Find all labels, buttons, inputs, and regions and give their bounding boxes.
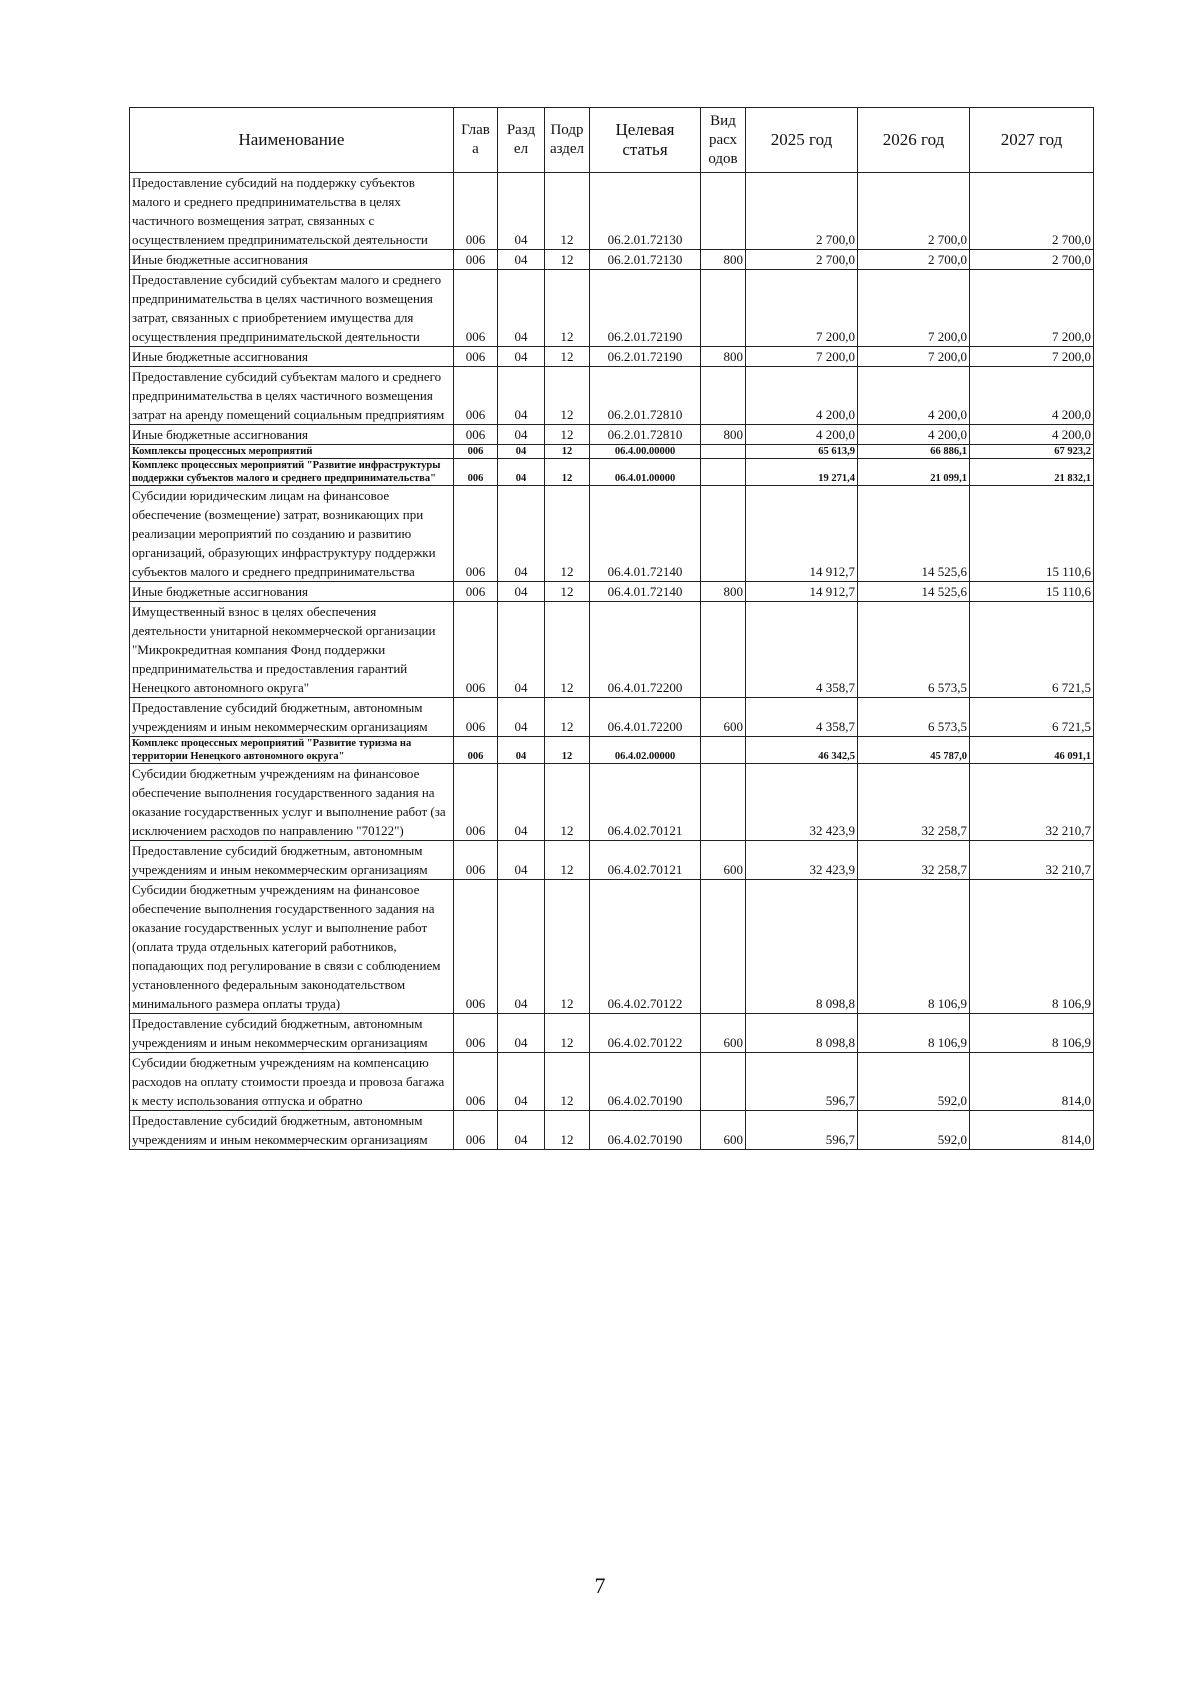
cell-vid [701,445,746,459]
cell-razdel: 04 [498,1111,545,1150]
table-row [130,1014,1094,1053]
cell-2026: 14 525,6 [858,486,970,582]
cell-2027: 814,0 [970,1053,1094,1111]
cell-name: Субсидии бюджетным учреждениям на финансовое обеспечение выполнения государственного задания на оказание государственных услуг и выполнение работ (за исключением расходов по направлению "70122") [130,764,454,841]
cell-2026: 7 200,0 [858,270,970,347]
cell-podrazdel: 12 [545,1014,590,1053]
cell-2027: 15 110,6 [970,486,1094,582]
cell-target: 06.4.02.70122 [590,880,701,1014]
cell-podrazdel: 12 [545,841,590,880]
cell-podrazdel: 12 [545,764,590,841]
cell-glava: 006 [454,270,498,347]
cell-target: 06.2.01.72810 [590,425,701,445]
cell-name: Иные бюджетные ассигнования [130,250,454,270]
cell-razdel: 04 [498,347,545,367]
cell-name: Иные бюджетные ассигнования [130,582,454,602]
cell-2027: 32 210,7 [970,841,1094,880]
cell-target: 06.4.02.70190 [590,1053,701,1111]
header-razdel: Разд ел [498,108,545,173]
cell-2027: 8 106,9 [970,1014,1094,1053]
table-row [130,425,1094,445]
cell-2025: 14 912,7 [746,486,858,582]
cell-name: Иные бюджетные ассигнования [130,425,454,445]
table-row [130,841,1094,880]
cell-name: Предоставление субсидий на поддержку субъектов малого и среднего предпринимательства в целях частичного возмещения затрат, связанных с осуществлением предпринимательской деятельности [130,173,454,250]
cell-target: 06.2.01.72130 [590,250,701,270]
cell-vid [701,602,746,698]
cell-name: Комплексы процессных мероприятий [130,445,454,459]
cell-razdel: 04 [498,1053,545,1111]
cell-glava: 006 [454,445,498,459]
cell-2026: 45 787,0 [858,737,970,764]
cell-vid: 800 [701,347,746,367]
cell-2026: 32 258,7 [858,764,970,841]
cell-2025: 32 423,9 [746,841,858,880]
cell-razdel: 04 [498,270,545,347]
cell-target: 06.4.01.72200 [590,602,701,698]
cell-razdel: 04 [498,698,545,737]
cell-name: Предоставление субсидий субъектам малого и среднего предпринимательства в целях частичного возмещения затрат, связанных с приобретением имущества для осуществления предпринимательской деятельности [130,270,454,347]
cell-2026: 2 700,0 [858,173,970,250]
cell-name: Предоставление субсидий бюджетным, автономным учреждениям и иным некоммерческим организациям [130,841,454,880]
cell-2027: 814,0 [970,1111,1094,1150]
cell-podrazdel: 12 [545,173,590,250]
cell-glava: 006 [454,347,498,367]
cell-name: Иные бюджетные ассигнования [130,347,454,367]
cell-2026: 2 700,0 [858,250,970,270]
cell-target: 06.2.01.72190 [590,270,701,347]
cell-vid [701,486,746,582]
cell-glava: 006 [454,1111,498,1150]
cell-2026: 592,0 [858,1111,970,1150]
cell-podrazdel: 12 [545,486,590,582]
cell-vid: 600 [701,1111,746,1150]
cell-glava: 006 [454,459,498,486]
cell-target: 06.2.01.72190 [590,347,701,367]
table-row [130,173,1094,250]
cell-name: Предоставление субсидий бюджетным, автономным учреждениям и иным некоммерческим организациям [130,1014,454,1053]
cell-razdel: 04 [498,602,545,698]
header-2026: 2026 год [858,108,970,173]
cell-target: 06.2.01.72130 [590,173,701,250]
cell-target: 06.4.02.70121 [590,764,701,841]
cell-podrazdel: 12 [545,1053,590,1111]
cell-2025: 19 271,4 [746,459,858,486]
cell-2027: 6 721,5 [970,698,1094,737]
cell-target: 06.4.02.00000 [590,737,701,764]
table-row [130,445,1094,459]
table-row [130,250,1094,270]
cell-2027: 8 106,9 [970,880,1094,1014]
cell-podrazdel: 12 [545,459,590,486]
cell-2025: 2 700,0 [746,250,858,270]
cell-glava: 006 [454,737,498,764]
cell-glava: 006 [454,764,498,841]
cell-2027: 6 721,5 [970,602,1094,698]
cell-razdel: 04 [498,367,545,425]
cell-2026: 8 106,9 [858,880,970,1014]
cell-podrazdel: 12 [545,698,590,737]
cell-target: 06.4.01.00000 [590,459,701,486]
cell-2025: 7 200,0 [746,270,858,347]
cell-glava: 006 [454,173,498,250]
cell-2025: 4 200,0 [746,425,858,445]
cell-podrazdel: 12 [545,582,590,602]
cell-glava: 006 [454,880,498,1014]
cell-vid: 600 [701,841,746,880]
table-row [130,880,1094,1014]
cell-2025: 2 700,0 [746,173,858,250]
cell-2027: 21 832,1 [970,459,1094,486]
cell-2026: 21 099,1 [858,459,970,486]
header-glava: Глав а [454,108,498,173]
cell-2025: 14 912,7 [746,582,858,602]
cell-2026: 32 258,7 [858,841,970,880]
budget-table [129,107,1094,1150]
cell-name: Предоставление субсидий бюджетным, автономным учреждениям и иным некоммерческим организациям [130,1111,454,1150]
table-header [130,108,1094,173]
cell-razdel: 04 [498,459,545,486]
cell-razdel: 04 [498,173,545,250]
table-row [130,1111,1094,1150]
cell-vid: 800 [701,250,746,270]
cell-name: Субсидии юридическим лицам на финансовое обеспечение (возмещение) затрат, возникающих при реализации мероприятий по созданию и развитию организаций, образующих инфраструктуру поддержки субъектов малого и среднего предпринимательства [130,486,454,582]
cell-2025: 7 200,0 [746,347,858,367]
header-2027: 2027 год [970,108,1094,173]
cell-2025: 46 342,5 [746,737,858,764]
cell-glava: 006 [454,250,498,270]
cell-podrazdel: 12 [545,270,590,347]
cell-glava: 006 [454,582,498,602]
cell-vid [701,880,746,1014]
table-row [130,367,1094,425]
header-target: Целевая статья [590,108,701,173]
cell-name: Комплекс процессных мероприятий "Развитие туризма на территории Ненецкого автономного округа" [130,737,454,764]
page-number: 7 [594,1573,606,1598]
cell-name: Комплекс процессных мероприятий "Развитие инфраструктуры поддержки субъектов малого и среднего предпринимательства" [130,459,454,486]
table-row [130,602,1094,698]
cell-name: Субсидии бюджетным учреждениям на финансовое обеспечение выполнения государственного задания на оказание государственных услуг и выполнение работ (оплата труда отдельных категорий работников, попадающих под регулирование в связи с соблюдением установленного федеральным законодательством минимального размера оплаты труда) [130,880,454,1014]
cell-2027: 7 200,0 [970,347,1094,367]
table-row [130,698,1094,737]
header-podrazdel: Подр аздел [545,108,590,173]
cell-target: 06.4.01.72200 [590,698,701,737]
cell-vid [701,270,746,347]
cell-2027: 2 700,0 [970,173,1094,250]
cell-vid: 600 [701,1014,746,1053]
cell-2026: 14 525,6 [858,582,970,602]
cell-glava: 006 [454,486,498,582]
cell-vid: 800 [701,582,746,602]
header-row [130,108,1094,173]
cell-name: Имущественный взнос в целях обеспечения деятельности унитарной некоммерческой организации "Микрокредитная компания Фонд поддержки предпринимательства и предоставления гарантий Ненецкого автономного округа" [130,602,454,698]
cell-2027: 4 200,0 [970,367,1094,425]
cell-name: Предоставление субсидий субъектам малого и среднего предпринимательства в целях частичного возмещения затрат на аренду помещений социальным предприятиям [130,367,454,425]
cell-2025: 8 098,8 [746,1014,858,1053]
cell-2026: 8 106,9 [858,1014,970,1053]
cell-glava: 006 [454,425,498,445]
cell-razdel: 04 [498,582,545,602]
cell-name: Субсидии бюджетным учреждениям на компенсацию расходов на оплату стоимости проезда и провоза багажа к месту использования отпуска и обратно [130,1053,454,1111]
cell-razdel: 04 [498,425,545,445]
cell-vid [701,1053,746,1111]
cell-razdel: 04 [498,737,545,764]
cell-target: 06.4.01.72140 [590,582,701,602]
cell-razdel: 04 [498,1014,545,1053]
cell-razdel: 04 [498,764,545,841]
table-row [130,1053,1094,1111]
cell-2025: 65 613,9 [746,445,858,459]
table-row [130,737,1094,764]
cell-name: Предоставление субсидий бюджетным, автономным учреждениям и иным некоммерческим организациям [130,698,454,737]
header-name: Наименование [130,108,454,173]
cell-glava: 006 [454,841,498,880]
cell-glava: 006 [454,1053,498,1111]
cell-vid [701,173,746,250]
table-row [130,459,1094,486]
cell-razdel: 04 [498,880,545,1014]
cell-vid [701,367,746,425]
cell-2025: 32 423,9 [746,764,858,841]
cell-razdel: 04 [498,486,545,582]
cell-target: 06.4.00.00000 [590,445,701,459]
cell-2025: 4 358,7 [746,602,858,698]
cell-razdel: 04 [498,250,545,270]
cell-podrazdel: 12 [545,425,590,445]
cell-2027: 15 110,6 [970,582,1094,602]
cell-2027: 67 923,2 [970,445,1094,459]
cell-2026: 7 200,0 [858,347,970,367]
cell-podrazdel: 12 [545,250,590,270]
cell-2025: 4 200,0 [746,367,858,425]
cell-glava: 006 [454,1014,498,1053]
cell-podrazdel: 12 [545,602,590,698]
cell-2025: 596,7 [746,1053,858,1111]
table-row [130,486,1094,582]
cell-2025: 596,7 [746,1111,858,1150]
cell-podrazdel: 12 [545,347,590,367]
cell-target: 06.4.01.72140 [590,486,701,582]
cell-2027: 46 091,1 [970,737,1094,764]
cell-target: 06.4.02.70190 [590,1111,701,1150]
cell-glava: 006 [454,698,498,737]
cell-razdel: 04 [498,841,545,880]
table-body [130,173,1094,1150]
cell-vid: 800 [701,425,746,445]
cell-vid: 600 [701,698,746,737]
cell-vid [701,764,746,841]
table-row [130,270,1094,347]
cell-2026: 592,0 [858,1053,970,1111]
header-vid: Вид расх одов [701,108,746,173]
cell-glava: 006 [454,602,498,698]
table-row [130,347,1094,367]
header-2025: 2025 год [746,108,858,173]
cell-2026: 6 573,5 [858,698,970,737]
cell-vid [701,459,746,486]
cell-2026: 4 200,0 [858,425,970,445]
cell-podrazdel: 12 [545,880,590,1014]
cell-podrazdel: 12 [545,367,590,425]
cell-podrazdel: 12 [545,737,590,764]
cell-2027: 32 210,7 [970,764,1094,841]
cell-glava: 006 [454,367,498,425]
cell-target: 06.4.02.70121 [590,841,701,880]
cell-2026: 4 200,0 [858,367,970,425]
cell-2027: 7 200,0 [970,270,1094,347]
cell-2025: 8 098,8 [746,880,858,1014]
cell-2025: 4 358,7 [746,698,858,737]
cell-2027: 4 200,0 [970,425,1094,445]
cell-2026: 66 886,1 [858,445,970,459]
cell-2027: 2 700,0 [970,250,1094,270]
table-row [130,764,1094,841]
table-row [130,582,1094,602]
cell-podrazdel: 12 [545,1111,590,1150]
cell-razdel: 04 [498,445,545,459]
cell-vid [701,737,746,764]
cell-2026: 6 573,5 [858,602,970,698]
cell-target: 06.4.02.70122 [590,1014,701,1053]
cell-target: 06.2.01.72810 [590,367,701,425]
cell-podrazdel: 12 [545,445,590,459]
